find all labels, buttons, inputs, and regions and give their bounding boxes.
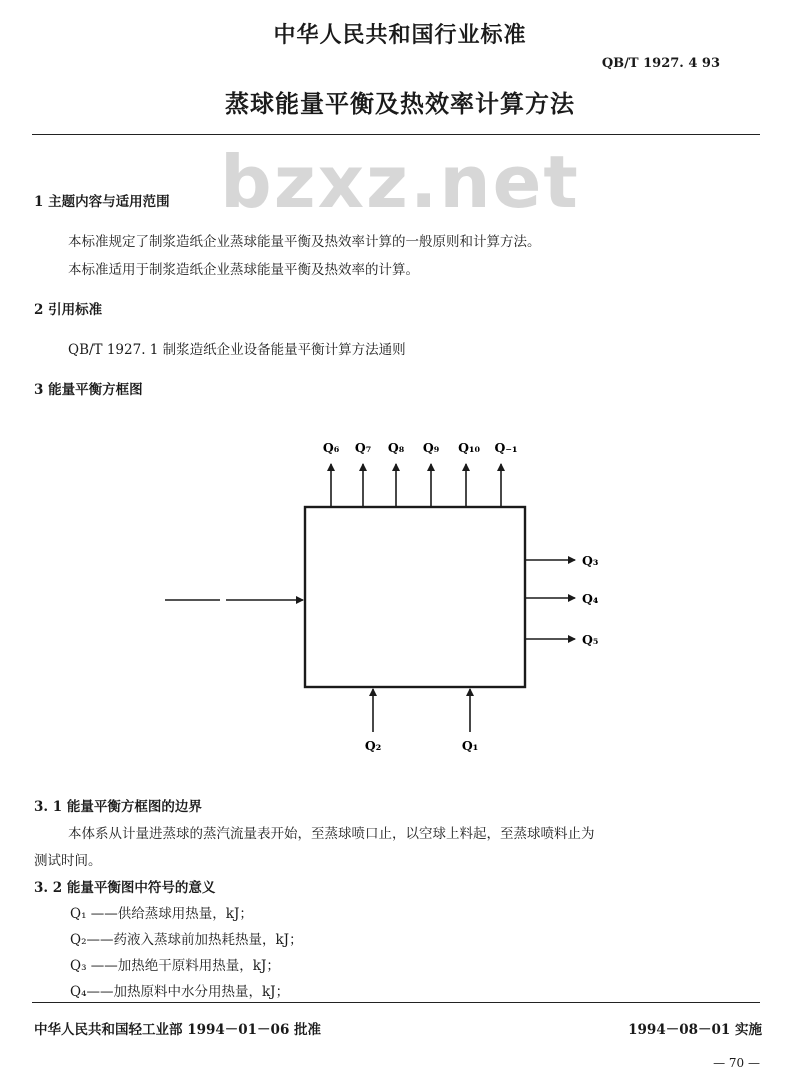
approval-statement: 中华人民共和国轻工业部 1994－01－06 批准 bbox=[34, 1022, 322, 1038]
document-category-title: 中华人民共和国行业标准 bbox=[273, 22, 527, 48]
section-3-1-paragraph-line-1: 本体系从计量进蒸球的蒸汽流量表开始，至蒸球喷口止，以空球上料起，至蒸球喷料止为 bbox=[68, 826, 595, 842]
section-1-heading: 1 主题内容与适用范围 bbox=[34, 194, 170, 210]
watermark: bzxz.net bbox=[220, 140, 580, 224]
section-1-paragraph-1: 本标准规定了制浆造纸企业蒸球能量平衡及热效率计算的一般原则和计算方法。 bbox=[68, 234, 541, 250]
page-number: — 70 — bbox=[713, 1056, 760, 1070]
label-q5: Q₅ bbox=[582, 632, 599, 647]
energy-balance-diagram bbox=[0, 420, 800, 780]
document-title: 蒸球能量平衡及热效率计算方法 bbox=[225, 89, 575, 118]
section-3-2-heading: 3. 2 能量平衡图中符号的意义 bbox=[34, 880, 216, 896]
symbol-definition-q1: Q₁ ——供给蒸球用热量，kJ； bbox=[70, 906, 253, 922]
implementation-date: 1994－08－01 实施 bbox=[628, 1022, 762, 1038]
label-q10: Q₁₀ bbox=[458, 440, 480, 455]
label-q1: Q₁ bbox=[461, 738, 479, 753]
section-3-heading: 3 能量平衡方框图 bbox=[34, 382, 143, 398]
reference-standard: QB/T 1927. 1 制浆造纸企业设备能量平衡计算方法通则 bbox=[68, 342, 406, 358]
section-2-heading: 2 引用标准 bbox=[34, 302, 103, 318]
label-q4: Q₄ bbox=[582, 591, 599, 606]
system-boundary-box bbox=[305, 507, 525, 687]
symbol-definition-q3: Q₃ ——加热绝干原料用热量，kJ； bbox=[70, 958, 280, 974]
label-q7: Q₇ bbox=[354, 440, 372, 455]
symbol-definition-q2: Q₂——药液入蒸球前加热耗热量，kJ； bbox=[70, 932, 303, 948]
label-q8: Q₈ bbox=[387, 440, 405, 455]
section-3-1-heading: 3. 1 能量平衡方框图的边界 bbox=[34, 799, 202, 815]
label-q3: Q₃ bbox=[582, 553, 599, 568]
label-q2: Q₂ bbox=[364, 738, 382, 753]
footer-rule bbox=[32, 1002, 760, 1003]
header-rule bbox=[32, 134, 760, 135]
label-q-1: Q₋₁ bbox=[494, 440, 518, 455]
standard-number: QB/T 1927. 4 93 bbox=[601, 56, 720, 71]
symbol-definition-q4: Q₄——加热原料中水分用热量，kJ； bbox=[70, 984, 290, 1000]
section-1-paragraph-2: 本标准适用于制浆造纸企业蒸球能量平衡及热效率的计算。 bbox=[68, 262, 419, 278]
label-q9: Q₉ bbox=[422, 440, 440, 455]
label-q6: Q₆ bbox=[322, 440, 340, 455]
section-3-1-paragraph-line-2: 测试时间。 bbox=[34, 853, 102, 869]
